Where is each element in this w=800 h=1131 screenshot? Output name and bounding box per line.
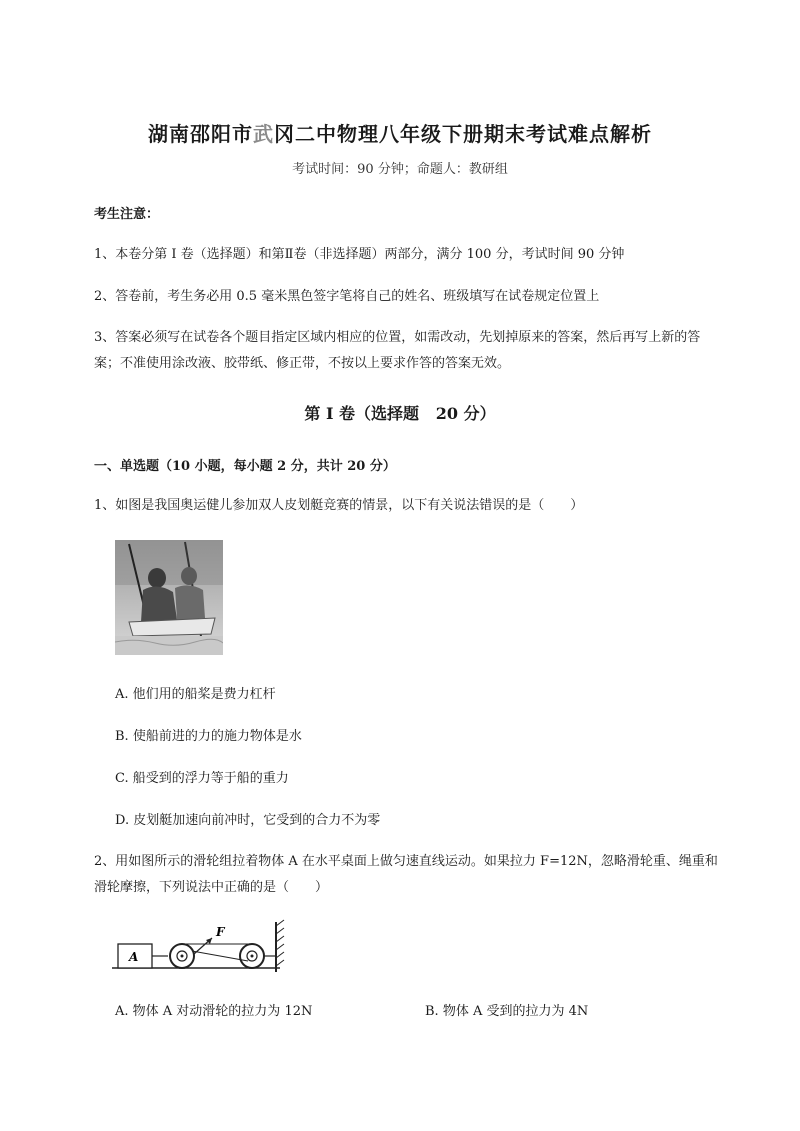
q1-option-d: D. 皮划艇加速向前冲时，它受到的合力不为零 bbox=[115, 813, 381, 828]
q1-option-a: A. 他们用的船桨是费力杠杆 bbox=[115, 687, 276, 702]
question-1-stem: 1、如图是我国奥运健儿参加双人皮划艇竞赛的情景，以下有关说法错误的是（ ） bbox=[94, 498, 584, 513]
block-a-label: A bbox=[129, 950, 139, 964]
question-2-stem: 2、用如图所示的滑轮组拉着物体 A 在水平桌面上做匀速直线运动。如果拉力 F=12N，忽略滑轮重、绳重和滑轮摩擦，下列说法中正确的是（ ） bbox=[94, 854, 718, 895]
part-heading: 一、单选题（10 小题，每小题 2 分，共计 20 分） bbox=[94, 459, 396, 474]
force-f-label: F bbox=[216, 925, 225, 939]
notice-item-2: 2、答卷前，考生务必用 0.5 毫米黑色签字笔将自己的姓名、班级填写在试卷规定位置上 bbox=[94, 289, 600, 304]
kayak-photo bbox=[115, 540, 223, 655]
notice-item-1: 1、本卷分第 I 卷（选择题）和第Ⅱ卷（非选择题）两部分，满分 100 分，考试时间 90 分钟 bbox=[94, 247, 625, 262]
page-title: 湖南邵阳市武冈二中物理八年级下册期末考试难点解析 bbox=[148, 122, 652, 146]
exam-subtitle: 考试时间：90 分钟；命题人：教研组 bbox=[292, 162, 508, 177]
section-title: 第 I 卷（选择题 20 分） bbox=[304, 404, 496, 423]
q2-option-a: A. 物体 A 对动滑轮的拉力为 12N bbox=[115, 1004, 313, 1019]
q2-option-b: B. 物体 A 受到的拉力为 4N bbox=[425, 1004, 589, 1019]
q1-option-c: C. 船受到的浮力等于船的重力 bbox=[115, 771, 289, 786]
pulley-diagram bbox=[112, 918, 290, 974]
notice-heading: 考生注意： bbox=[94, 207, 160, 222]
notice-item-3: 3、答案必须写在试卷各个题目指定区域内相应的位置，如需改动，先划掉原来的答案，然后再写上新的答案；不准使用涂改液、胶带纸、修正带，不按以上要求作答的答案无效。 bbox=[94, 330, 701, 371]
q1-option-b: B. 使船前进的力的施力物体是水 bbox=[115, 729, 302, 744]
